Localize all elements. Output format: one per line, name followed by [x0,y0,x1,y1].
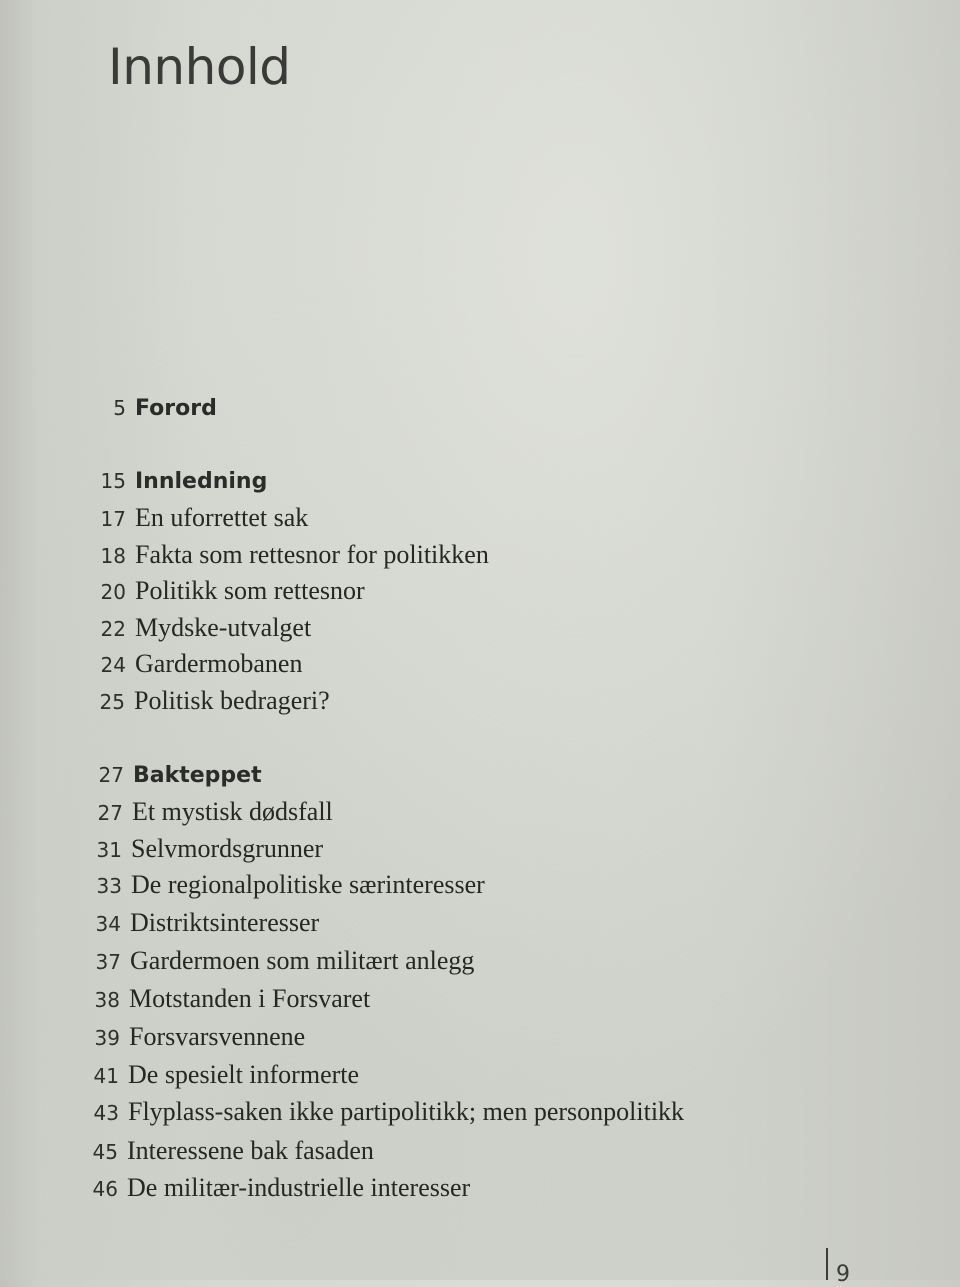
toc-entry [80,1173,470,1204]
toc-page-number: 43 [93,1101,119,1125]
toc-page-number: 41 [93,1064,119,1088]
toc-entry-title: Forsvarsvennene [129,1022,306,1051]
toc-entry [85,797,333,828]
toc-entry-title: Fakta som rettesnor for politikken [135,540,489,569]
toc-entry-title: De regionalpolitiske særinteresser [131,870,485,899]
toc-entry-title: Flyplass-saken ikke partipolitikk; men personpolitikk [128,1097,685,1126]
toc-entry-title: De militær-industrielle interesser [127,1173,471,1202]
toc-entry [88,649,302,680]
toc-page-number: 33 [96,874,122,898]
toc-entry-title: Forord [135,396,217,421]
toc-page-number: 15 [100,469,126,493]
toc-entry [88,540,489,571]
toc-page-number: 39 [94,1026,120,1050]
toc-entry [88,503,308,534]
toc-entry [83,946,474,977]
toc-page-number: 46 [92,1177,118,1201]
toc-entry [80,1136,374,1167]
toc-page-number: 27 [98,763,124,787]
page-number: 9 [836,1262,850,1287]
toc-entry-title: Interessene bak fasaden [127,1136,374,1165]
toc-entry [88,613,311,644]
toc-page-number: 31 [96,838,122,862]
toc-entry-title: Bakteppet [133,763,262,788]
toc-page-number: 27 [97,801,123,825]
toc-page-number: 34 [95,912,121,936]
toc-entry [84,870,485,901]
toc-page-number: 45 [92,1140,118,1164]
toc-entry [88,466,267,497]
toc-page-number: 25 [99,690,125,714]
toc-entry [82,984,370,1015]
toc-page-number: 22 [100,617,126,641]
toc-page-number: 5 [113,396,126,420]
toc-entry [81,1060,359,1091]
toc-entry [83,908,319,939]
toc-entry-title: Motstanden i Forsvaret [129,984,371,1013]
toc-entry [82,1022,305,1053]
toc-entry-title: Politisk bedrageri? [134,686,330,715]
toc-entry [86,760,262,791]
toc-page-number: 38 [94,988,120,1012]
toc-page-number: 20 [100,580,126,604]
toc-entry-title: Gardermoen som militært anlegg [130,946,475,975]
toc-entry-title: De spesielt informerte [128,1060,360,1089]
toc-entry-title: Et mystisk dødsfall [132,797,333,826]
toc-entry-title: En uforrettet sak [135,503,309,532]
toc-entry [88,576,365,607]
toc-entry [87,686,330,717]
toc-page-number: 18 [100,544,126,568]
toc-entry-title: Distriktsinteresser [130,908,320,937]
toc-entry-title: Politikk som rettesnor [135,576,365,605]
toc-entry-title: Selvmordsgrunner [131,834,324,863]
toc-entry [81,1097,684,1128]
toc-page-number: 24 [100,653,126,677]
toc-page-number: 37 [95,950,121,974]
toc-entry-title: Gardermobanen [135,649,303,678]
toc-entry-title: Mydske-utvalget [135,613,312,642]
toc-entry-title: Innledning [135,469,268,494]
toc-entry [84,834,323,865]
page-title: Innhold [108,38,291,96]
toc-entry [88,393,217,424]
toc-page-number: 17 [100,507,126,531]
page-corner-rule [826,1248,828,1280]
